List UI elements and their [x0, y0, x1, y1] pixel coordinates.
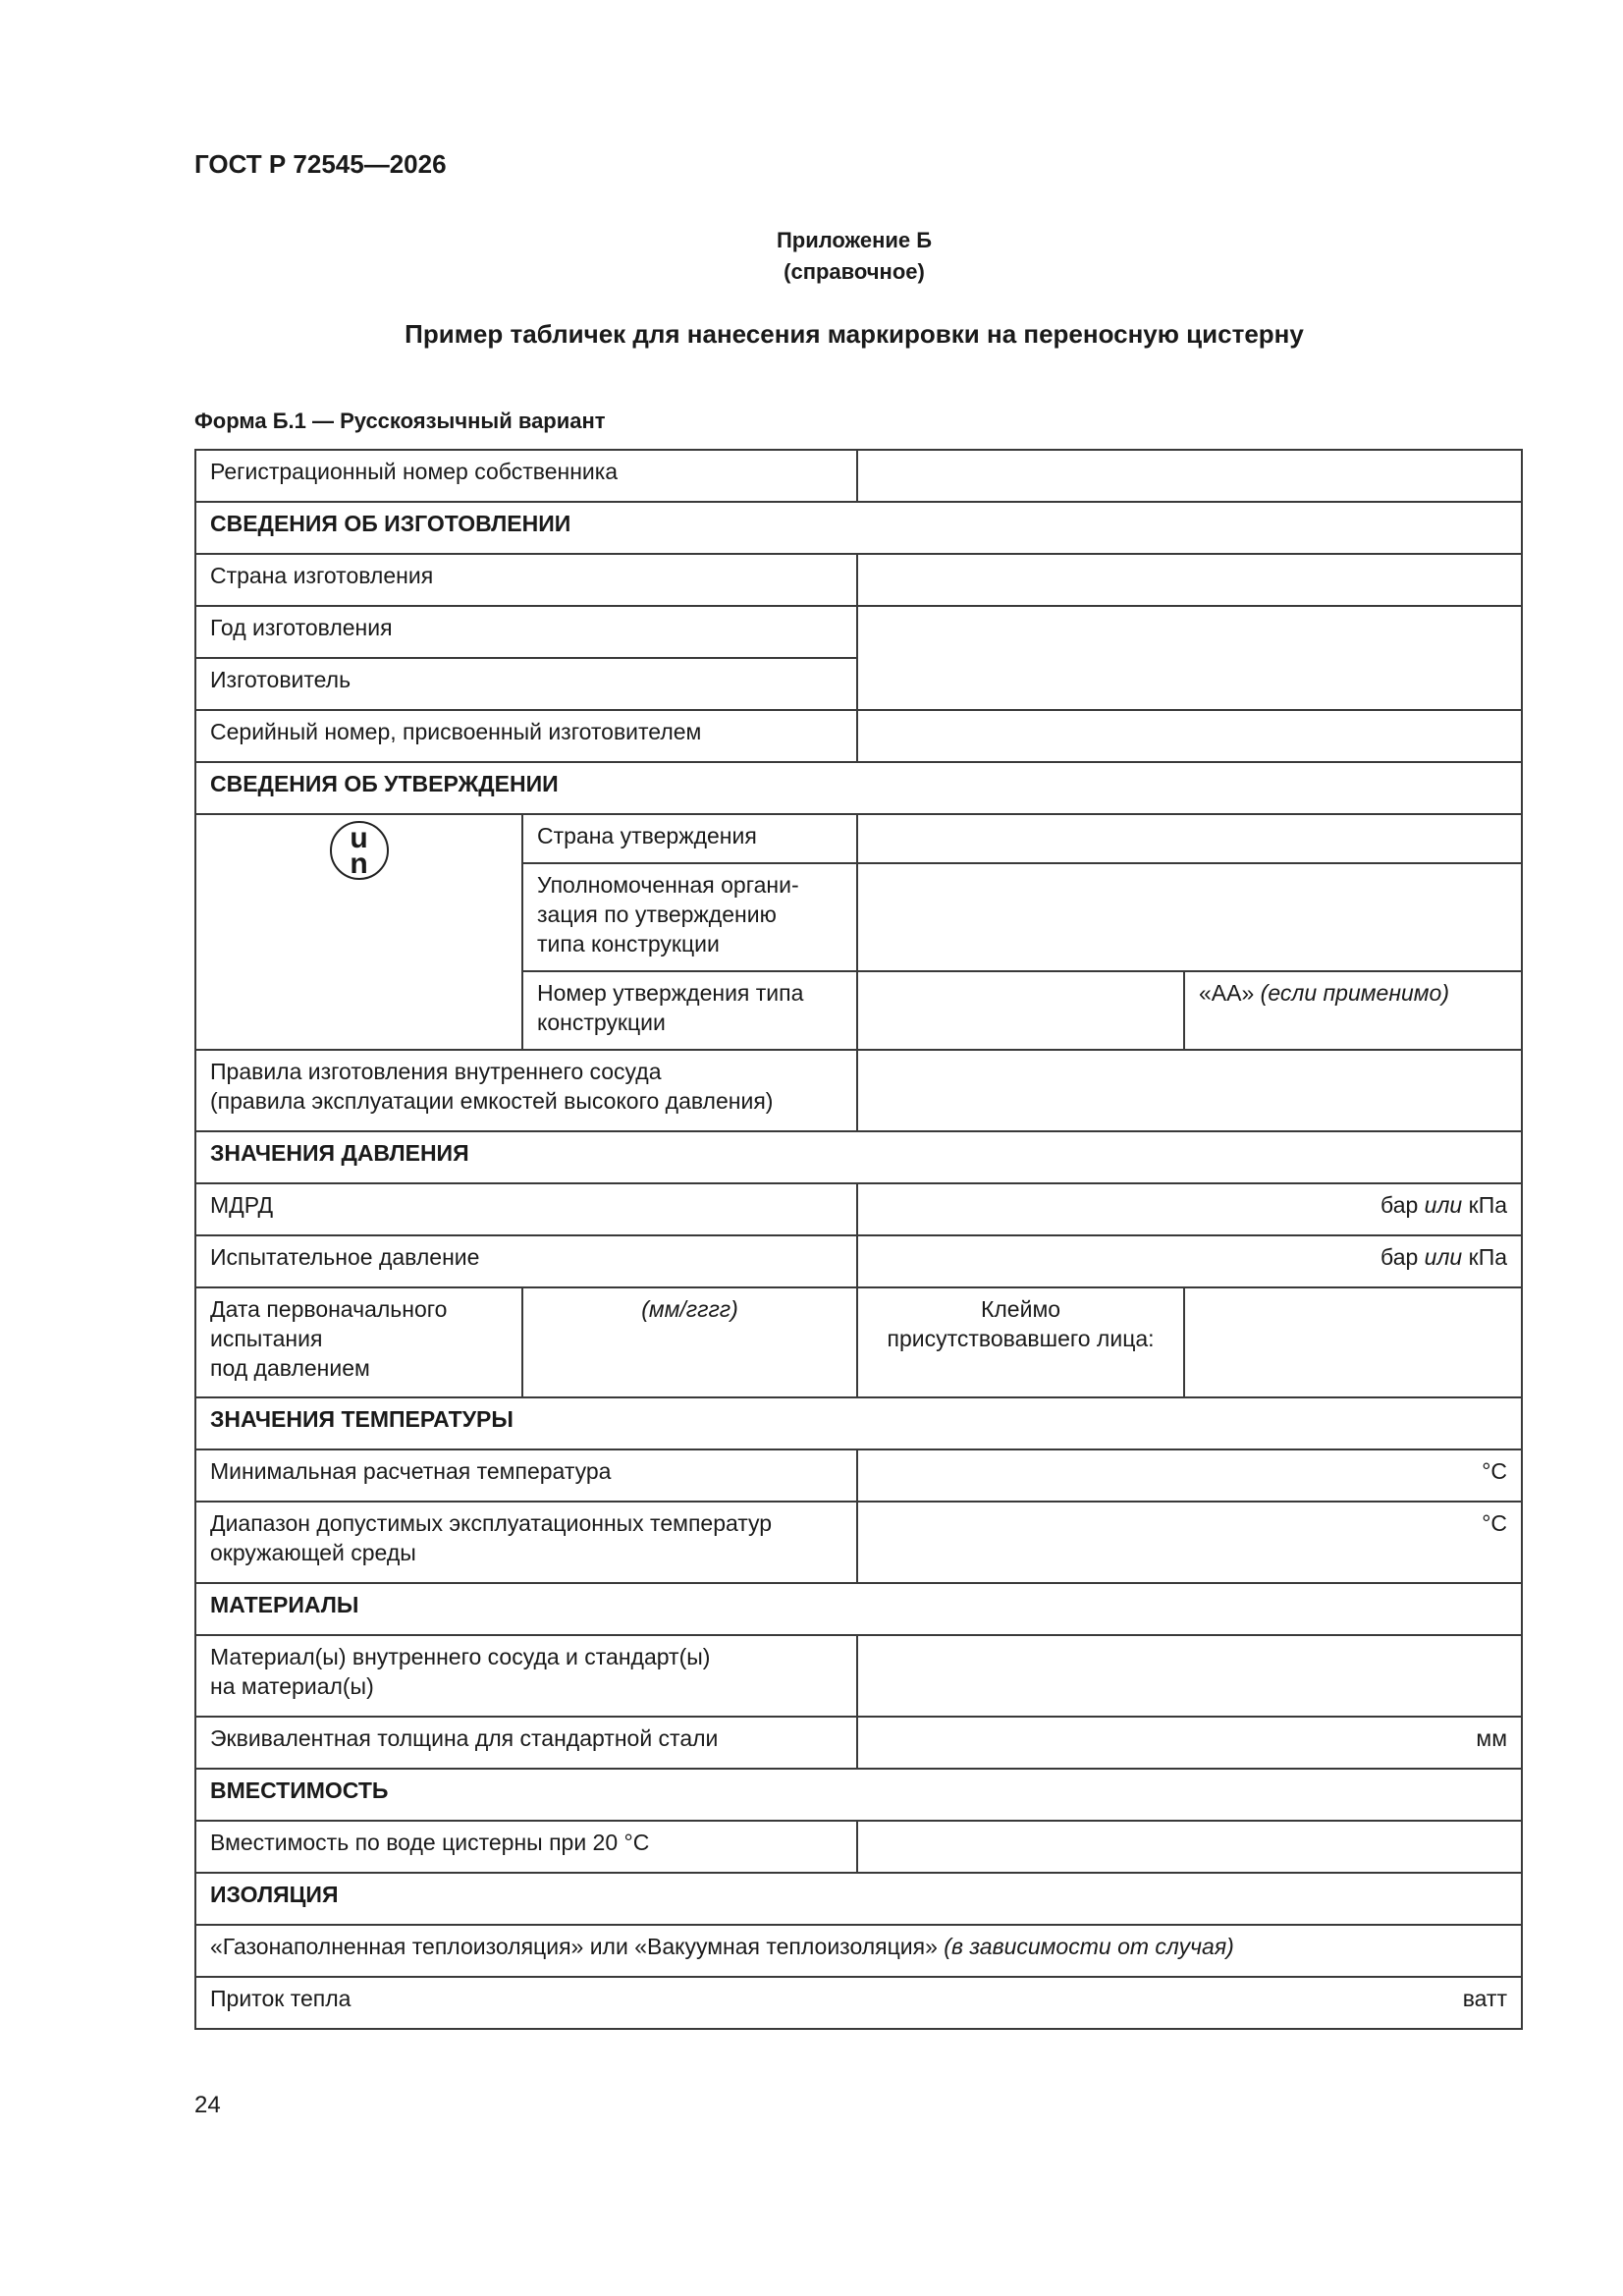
construction-rules-label: Правила изготовления внутреннего сосуда (правила эксплуатации емкостей высокого давления): [195, 1050, 857, 1131]
country-of-approval-label: Страна утверждения: [522, 814, 857, 863]
witness-stamp-label: Клеймо присутствовавшего лица:: [857, 1287, 1184, 1397]
water-capacity-label: Вместимость по воде цистерны при 20 °С: [195, 1821, 857, 1873]
ambient-temperature-range-label: Диапазон допустимых эксплуатационных температур окружающей среды: [195, 1502, 857, 1583]
aa-label: «АА»: [1199, 980, 1255, 1006]
min-design-temperature-value[interactable]: °С: [857, 1449, 1522, 1502]
un-mark-cell: [195, 814, 522, 1050]
heat-influx-row[interactable]: [195, 1977, 1522, 2029]
section-capacity: ВМЕСТИМОСТЬ: [195, 1769, 1522, 1821]
approval-number-label: Номер утверждения типа конструкции: [522, 971, 857, 1050]
test-pressure-value[interactable]: бар или кПа: [857, 1235, 1522, 1287]
ambient-temperature-range-value[interactable]: °С: [857, 1502, 1522, 1583]
insulation-type: «Газонаполненная теплоизоляция» или «Вакуумная теплоизоляция» (в зависимости от случая): [195, 1925, 1522, 1977]
marking-plate-form: [194, 449, 1523, 2030]
owner-registration-value[interactable]: [857, 450, 1522, 502]
initial-test-date-label: Дата первоначального испытания под давлением: [195, 1287, 522, 1397]
page-number: 24: [194, 2092, 221, 2118]
country-of-manufacture-label: Страна изготовления: [195, 554, 857, 606]
section-pressure: ЗНАЧЕНИЯ ДАВЛЕНИЯ: [195, 1131, 1522, 1183]
water-capacity-value[interactable]: [857, 1821, 1522, 1873]
year-of-manufacture-label: Год изготовления: [195, 606, 857, 658]
section-temperature: ЗНАЧЕНИЯ ТЕМПЕРАТУРЫ: [195, 1397, 1522, 1449]
section-materials: МАТЕРИАЛЫ: [195, 1583, 1522, 1635]
shell-material-value[interactable]: [857, 1635, 1522, 1717]
approval-number-value[interactable]: [857, 971, 1184, 1050]
aa-note: (если применимо): [1260, 980, 1449, 1006]
authorized-organization-value[interactable]: [857, 863, 1522, 971]
heat-influx-unit: ватт: [1462, 1986, 1508, 2011]
witness-stamp-value[interactable]: [1184, 1287, 1522, 1397]
min-design-temperature-label: Минимальная расчетная температура: [195, 1449, 857, 1502]
country-of-manufacture-value[interactable]: [857, 554, 1522, 606]
heat-influx-label: Приток тепла: [210, 1986, 352, 2011]
construction-rules-value[interactable]: [857, 1050, 1522, 1131]
mawp-value[interactable]: бар или кПа: [857, 1183, 1522, 1235]
annex-name: Приложение Б: [776, 228, 933, 252]
owner-registration-label: Регистрационный номер собственника: [195, 450, 857, 502]
section-approval: СВЕДЕНИЯ ОБ УТВЕРЖДЕНИИ: [195, 762, 1522, 814]
aa-cell: [1184, 971, 1522, 1050]
annex-type: (справочное): [784, 259, 925, 284]
shell-material-label: Материал(ы) внутреннего сосуда и стандарт(ы) на материал(ы): [195, 1635, 857, 1717]
test-pressure-label: Испытательное давление: [195, 1235, 857, 1287]
authorized-organization-label: Уполномоченная органи- зация по утверждению типа конструкции: [522, 863, 857, 971]
equivalent-thickness-label: Эквивалентная толщина для стандартной стали: [195, 1717, 857, 1769]
initial-test-date-value[interactable]: (мм/гггг): [522, 1287, 857, 1397]
equivalent-thickness-value[interactable]: мм: [857, 1717, 1522, 1769]
manufacturer-label: Изготовитель: [195, 658, 857, 710]
manufacture-year-manufacturer-value[interactable]: [857, 606, 1522, 710]
section-insulation: ИЗОЛЯЦИЯ: [195, 1873, 1522, 1925]
document-title: Пример табличек для нанесения маркировки на переносную цистерну: [405, 319, 1304, 349]
section-manufacture: СВЕДЕНИЯ ОБ ИЗГОТОВЛЕНИИ: [195, 502, 1522, 554]
mawp-label: МДРД: [195, 1183, 857, 1235]
form-label: Форма Б.1 — Русскоязычный вариант: [194, 409, 606, 433]
un-mark-icon: u n: [330, 821, 389, 880]
standard-designation: ГОСТ Р 72545—2026: [194, 149, 447, 179]
country-of-approval-value[interactable]: [857, 814, 1522, 863]
serial-number-label: Серийный номер, присвоенный изготовителем: [195, 710, 857, 762]
serial-number-value[interactable]: [857, 710, 1522, 762]
